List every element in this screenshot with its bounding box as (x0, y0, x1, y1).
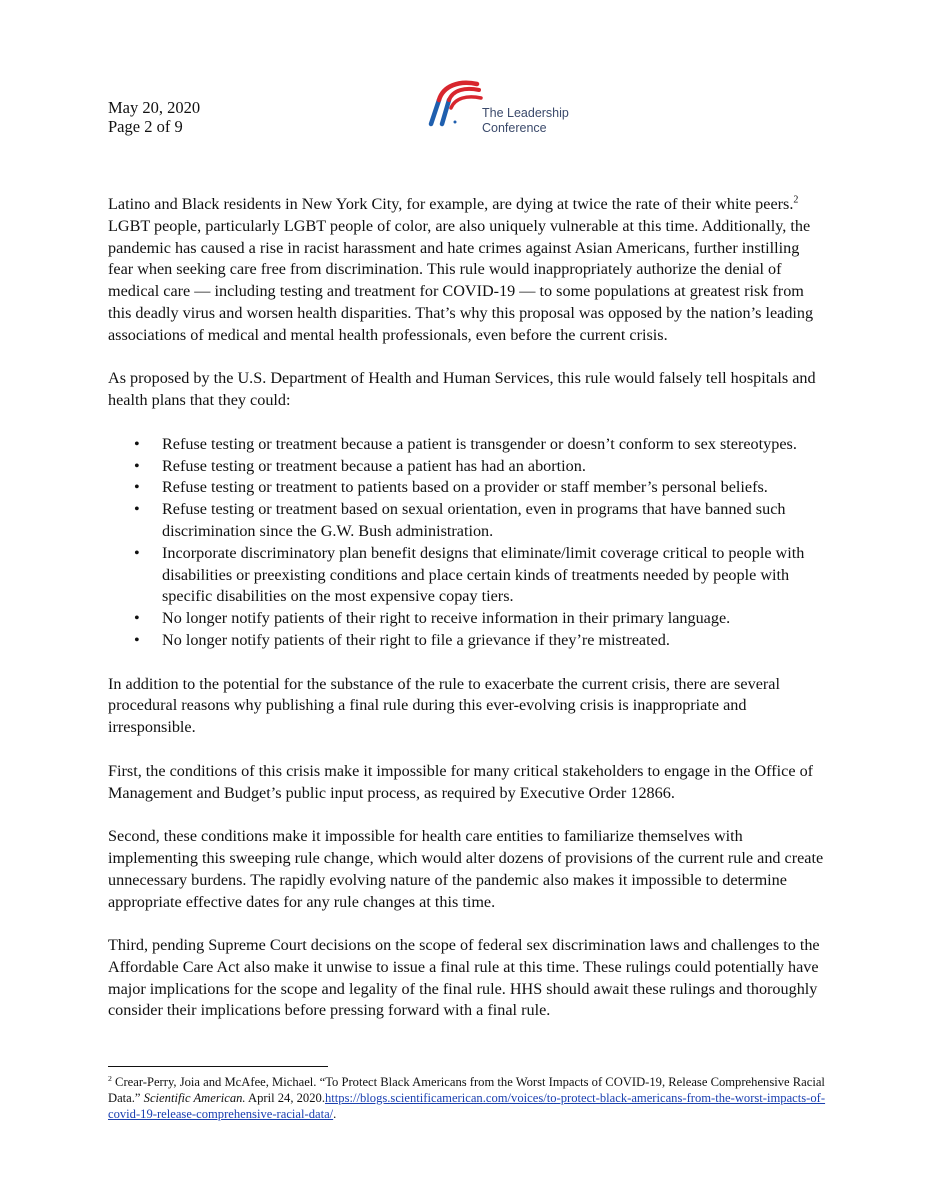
page-header (108, 98, 200, 136)
list-item: • Incorporate discriminatory plan benefit designs that eliminate/limit coverage critical to people with disabilities or preexisting conditions and place certain kinds of treatments needed by people with specific disabilities on the most expensive copay tiers. (134, 543, 805, 606)
footnote-divider (108, 1066, 328, 1067)
list-item: • Refuse testing or treatment because a patient has had an abortion. (108, 456, 828, 478)
footnote-2: $^2$ Crear-Perry, Joia and McAfee, Michael. “To Protect Black Americans from the Worst Impacts of COVID-19, Release Comprehensive Racial Data.” Scientific American. April 24, 2020.https://blogs.scientificamerican.com/voices/to-protect-black-americans-from-the-worst-impacts-of-covid-19-release-comprehensive-racial-data/. (108, 1073, 826, 1121)
footnote-link[interactable]: https://blogs.scientificamerican.com/voices/to-protect-black-americans-from-the-worst-impacts-of-covid-19-release-comprehensive-racial-data/ (108, 1090, 826, 1121)
leadership-conference-logo (425, 78, 605, 140)
footnote-publication: Scientific American. (143, 1090, 246, 1105)
logo-line-1: The Leadership (482, 106, 569, 120)
footnote-number: 2 (108, 1073, 112, 1083)
paragraph-2: As proposed by the U.S. Department of Health and Human Services, this rule would falsely tell hospitals and health plans that they could: (108, 369, 816, 410)
paragraph-5: Second, these conditions make it impossible for health care entities to familiarize themselves with implementing this sweeping rule change, which would alter dozens of provisions of the current rule and create unnecessary burdens. The rapidly evolving nature of the pandemic also makes it impossible to determine appropriate effective dates for any rule changes at this time. (108, 827, 824, 911)
list-item: • Refuse testing or treatment to patients based on a provider or staff member’s personal beliefs. (108, 477, 828, 499)
paragraph-4: First, the conditions of this crisis make it impossible for many critical stakeholders to engage in the Office of Management and Budget’s public input process, as required by Executive Order 12866. (108, 761, 814, 802)
bullet-icon: • (134, 434, 140, 453)
logo-mark-icon (425, 78, 485, 128)
letter-body (108, 194, 828, 1044)
logo-line-2: Conference (482, 120, 547, 135)
page-number: Page 2 of 9 (108, 117, 183, 136)
list-item: • Refuse testing or treatment because a patient is transgender or doesn’t conform to sex stereotypes. (108, 434, 828, 456)
list-item: • Refuse testing or treatment based on sexual orientation, even in programs that have banned such discrimination since the G.W. Bush administration. (134, 500, 786, 540)
list-item: • No longer notify patients of their right to receive information in their primary language. (108, 608, 828, 630)
bullet-list (108, 434, 828, 652)
bullet-icon: • (134, 543, 140, 562)
logo-text (482, 106, 569, 135)
bullet-icon: • (134, 456, 140, 475)
bullet-icon: • (134, 630, 140, 649)
footnote-ref-2: 2 (793, 194, 799, 206)
paragraph-6: Third, pending Supreme Court decisions on the scope of federal sex discrimination laws and challenges to the Affordable Care Act also make it unwise to issue a final rule at this time. These rulings could potentially have major implications for the scope and legality of the final rule. HHS should await these rulings and thoroughly consider their implications before pressing forward with a final rule. (108, 936, 820, 1020)
list-item: • No longer notify patients of their right to file a grievance if they’re mistreated. (108, 630, 828, 652)
bullet-icon: • (134, 478, 140, 497)
paragraph-1: Latino and Black residents in New York City, for example, are dying at twice the rate of their white peers.$^2$ LGBT people, particularly LGBT people of color, are also uniquely vulnerable at this time. Additionally, the pandemic has caused a rise in racist harassment and hate crimes against Asian Americans, further instilling fear when seeking care free from discrimination. This rule would inappropriately authorize the denial of medical care — including testing and treatment for COVID-19 — to some populations at greatest risk from this deadly virus and worsen health disparities. That’s why this proposal was opposed by the nation’s leading associations of medical and mental health professionals, even before the current crisis. (108, 194, 814, 344)
paragraph-3: In addition to the potential for the substance of the rule to exacerbate the current crisis, there are several procedural reasons why publishing a final rule during this ever-evolving crisis is inappropriate and irresponsible. (108, 674, 780, 737)
letter-date: May 20, 2020 (108, 98, 201, 117)
bullet-icon: • (134, 500, 140, 519)
bullet-icon: • (134, 609, 140, 628)
